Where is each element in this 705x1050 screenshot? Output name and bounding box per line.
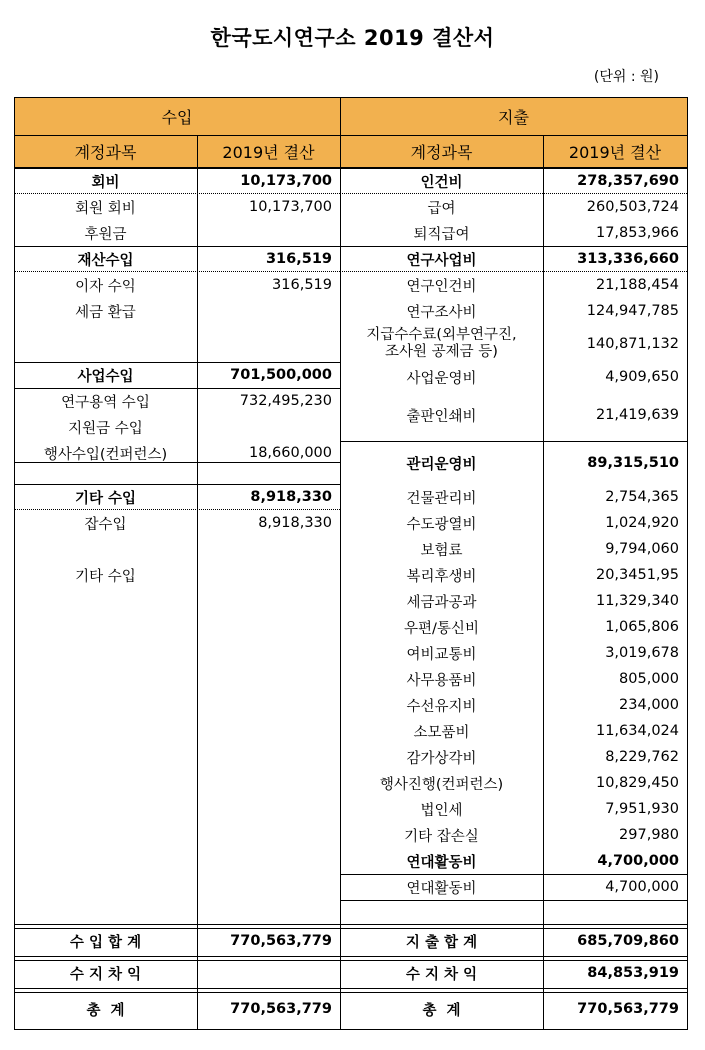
income-amount: 10,173,700 xyxy=(248,199,332,215)
expense-amount: 89,315,510 xyxy=(587,455,679,471)
income-account-name: 사업수입 xyxy=(77,368,134,385)
dotted-separator xyxy=(340,193,687,194)
expense-account-name: 사업운영비 xyxy=(406,370,477,387)
expense-amount: 4,909,650 xyxy=(605,369,679,385)
expense-amount: 20,3451,95 xyxy=(595,567,679,583)
expense-amount: 9,794,060 xyxy=(605,541,679,557)
income-amount xyxy=(197,220,340,246)
row-border xyxy=(14,388,340,389)
total-label-left: 총 계 xyxy=(86,1002,125,1019)
unit-label: (단위 : 원) xyxy=(593,69,659,85)
expense-account-name: 연구인건비 xyxy=(406,278,477,295)
column-border xyxy=(543,135,544,1029)
row-border xyxy=(14,246,340,247)
expense-account-name: 수선유지비 xyxy=(406,698,477,715)
expense-account-name: 연구사업비 xyxy=(406,252,477,269)
income-account-name: 재산수입 xyxy=(77,252,134,269)
row-border xyxy=(14,167,688,169)
total-amount-left: 770,563,779 xyxy=(230,933,332,949)
income-settle-header: 2019년 결산 xyxy=(197,135,340,167)
expense-account-name: 보험료 xyxy=(420,542,463,559)
row-border xyxy=(14,362,340,363)
expense-amount: 4,700,000 xyxy=(605,879,679,895)
expense-amount: 805,000 xyxy=(619,671,679,687)
column-border xyxy=(340,97,341,1029)
expense-account-name: 수도광열비 xyxy=(406,516,477,533)
expense-account-name: 감가상각비 xyxy=(406,750,477,767)
expense-account-name: 소모품비 xyxy=(413,724,470,741)
income-account-name: 지원금 수입 xyxy=(68,420,143,437)
expense-account-name: 연구조사비 xyxy=(406,304,477,321)
income-account-name: 회원 회비 xyxy=(75,200,136,217)
row-border xyxy=(14,135,688,136)
income-amount: 10,173,700 xyxy=(240,173,332,189)
income-account-name: 기타 수입 xyxy=(75,568,136,585)
income-amount: 8,918,330 xyxy=(250,489,332,505)
income-amount: 732,495,230 xyxy=(239,393,332,409)
income-account-name: 기타 수입 xyxy=(74,490,137,507)
expense-amount: 11,329,340 xyxy=(595,593,679,609)
total-amount-left: 770,563,779 xyxy=(230,1001,332,1017)
expense-account-name: 연대활동비 xyxy=(406,880,477,897)
income-header: 수입 xyxy=(14,97,340,135)
row-border xyxy=(340,441,687,442)
row-border xyxy=(14,988,688,989)
expense-amount: 234,000 xyxy=(619,697,679,713)
income-account-header: 계정과목 xyxy=(14,135,197,167)
expense-amount: 278,357,690 xyxy=(577,173,679,189)
expense-amount: 21,188,454 xyxy=(595,277,679,293)
expense-amount: 140,871,132 xyxy=(586,336,679,352)
expense-amount: 17,853,966 xyxy=(595,225,679,241)
expense-account-name: 퇴직급여 xyxy=(413,226,470,243)
income-amount xyxy=(197,562,340,588)
table-right-border xyxy=(687,97,688,1029)
expense-account-name: 법인세 xyxy=(420,802,463,819)
expense-account-name: 기타 잡손실 xyxy=(404,828,479,845)
expense-amount: 3,019,678 xyxy=(605,645,679,661)
income-account-name: 세금 환급 xyxy=(75,304,136,321)
income-account-name: 후원금 xyxy=(84,226,127,243)
expense-amount: 8,229,762 xyxy=(605,749,679,765)
expense-account-name: 출판인쇄비 xyxy=(406,408,477,425)
expense-account-name: 급여 xyxy=(427,200,456,217)
income-amount: 18,660,000 xyxy=(248,445,332,461)
expense-account-name: 사무용품비 xyxy=(406,672,477,689)
expense-amount: 313,336,660 xyxy=(577,251,679,267)
row-border xyxy=(14,992,688,993)
expense-amount: 4,700,000 xyxy=(597,853,679,869)
expense-amount: 260,503,724 xyxy=(586,199,679,215)
table-top-border xyxy=(14,97,688,98)
expense-amount: 7,951,930 xyxy=(605,801,679,817)
total-amount-right: 685,709,860 xyxy=(577,933,679,949)
income-account-name: 회비 xyxy=(91,174,120,191)
income-amount: 316,519 xyxy=(265,251,332,267)
row-border xyxy=(14,484,340,485)
total-label-right: 수 지 차 익 xyxy=(405,966,478,983)
row-border xyxy=(14,924,688,925)
column-border xyxy=(197,135,198,1029)
expense-account-name: 건물관리비 xyxy=(406,490,477,507)
expense-account-name: 복리후생비 xyxy=(406,568,477,585)
expense-amount: 2,754,365 xyxy=(605,489,679,505)
expense-amount: 11,634,024 xyxy=(595,723,679,739)
expense-account-header: 계정과목 xyxy=(340,135,543,167)
expense-account-name: 관리운영비 xyxy=(406,456,477,473)
income-amount: 8,918,330 xyxy=(258,515,332,531)
income-amount xyxy=(197,414,340,440)
table-bottom-border xyxy=(14,1029,688,1030)
income-account-name: 연구용역 수입 xyxy=(61,394,150,411)
total-label-left: 수 지 차 익 xyxy=(69,966,142,983)
expense-account-name: 우편/통신비 xyxy=(404,620,479,637)
dotted-separator xyxy=(14,193,340,194)
document-title: 한국도시연구소 2019 결산서 xyxy=(210,26,495,50)
row-border xyxy=(14,462,340,463)
income-amount: 316,519 xyxy=(272,277,332,293)
total-label-right: 총 계 xyxy=(422,1002,461,1019)
expense-account-name: 여비교통비 xyxy=(406,646,477,663)
row-border xyxy=(14,928,688,929)
income-amount xyxy=(197,298,340,324)
dotted-separator xyxy=(340,271,687,272)
total-amount-right: 84,853,919 xyxy=(587,965,679,981)
row-border xyxy=(340,246,687,247)
row-border xyxy=(14,960,688,961)
table-left-border xyxy=(14,97,15,1029)
row-border xyxy=(14,956,688,957)
expense-amount: 1,024,920 xyxy=(605,515,679,531)
expense-amount: 1,065,806 xyxy=(605,619,679,635)
dotted-separator xyxy=(14,271,340,272)
expense-account-name: 연대활동비 xyxy=(406,854,477,871)
expense-header: 지출 xyxy=(340,97,687,135)
total-label-right: 지 출 합 계 xyxy=(405,934,478,951)
expense-settle-header: 2019년 결산 xyxy=(543,135,687,167)
income-amount: 701,500,000 xyxy=(230,367,332,383)
total-amount-left xyxy=(197,958,340,988)
total-label-left: 수 입 합 계 xyxy=(69,934,142,951)
expense-amount: 124,947,785 xyxy=(586,303,679,319)
expense-account-name: 행사진행(컨퍼런스) xyxy=(379,776,504,793)
row-border xyxy=(340,874,687,875)
expense-amount: 297,980 xyxy=(619,827,679,843)
expense-account-name: 세금과공과 xyxy=(406,594,477,611)
row-border xyxy=(340,900,687,901)
expense-amount: 10,829,450 xyxy=(595,775,679,791)
expense-account-name: 지급수수료(외부연구진, 조사원 공제금 등) xyxy=(366,327,517,360)
dotted-separator xyxy=(14,509,340,510)
expense-amount: 21,419,639 xyxy=(595,407,679,423)
income-account-name: 이자 수익 xyxy=(75,278,136,295)
income-account-name: 행사수입(컨퍼런스) xyxy=(43,446,168,463)
income-account-name: 잡수입 xyxy=(84,516,127,533)
expense-account-name: 인건비 xyxy=(420,174,463,191)
total-amount-right: 770,563,779 xyxy=(577,1001,679,1017)
